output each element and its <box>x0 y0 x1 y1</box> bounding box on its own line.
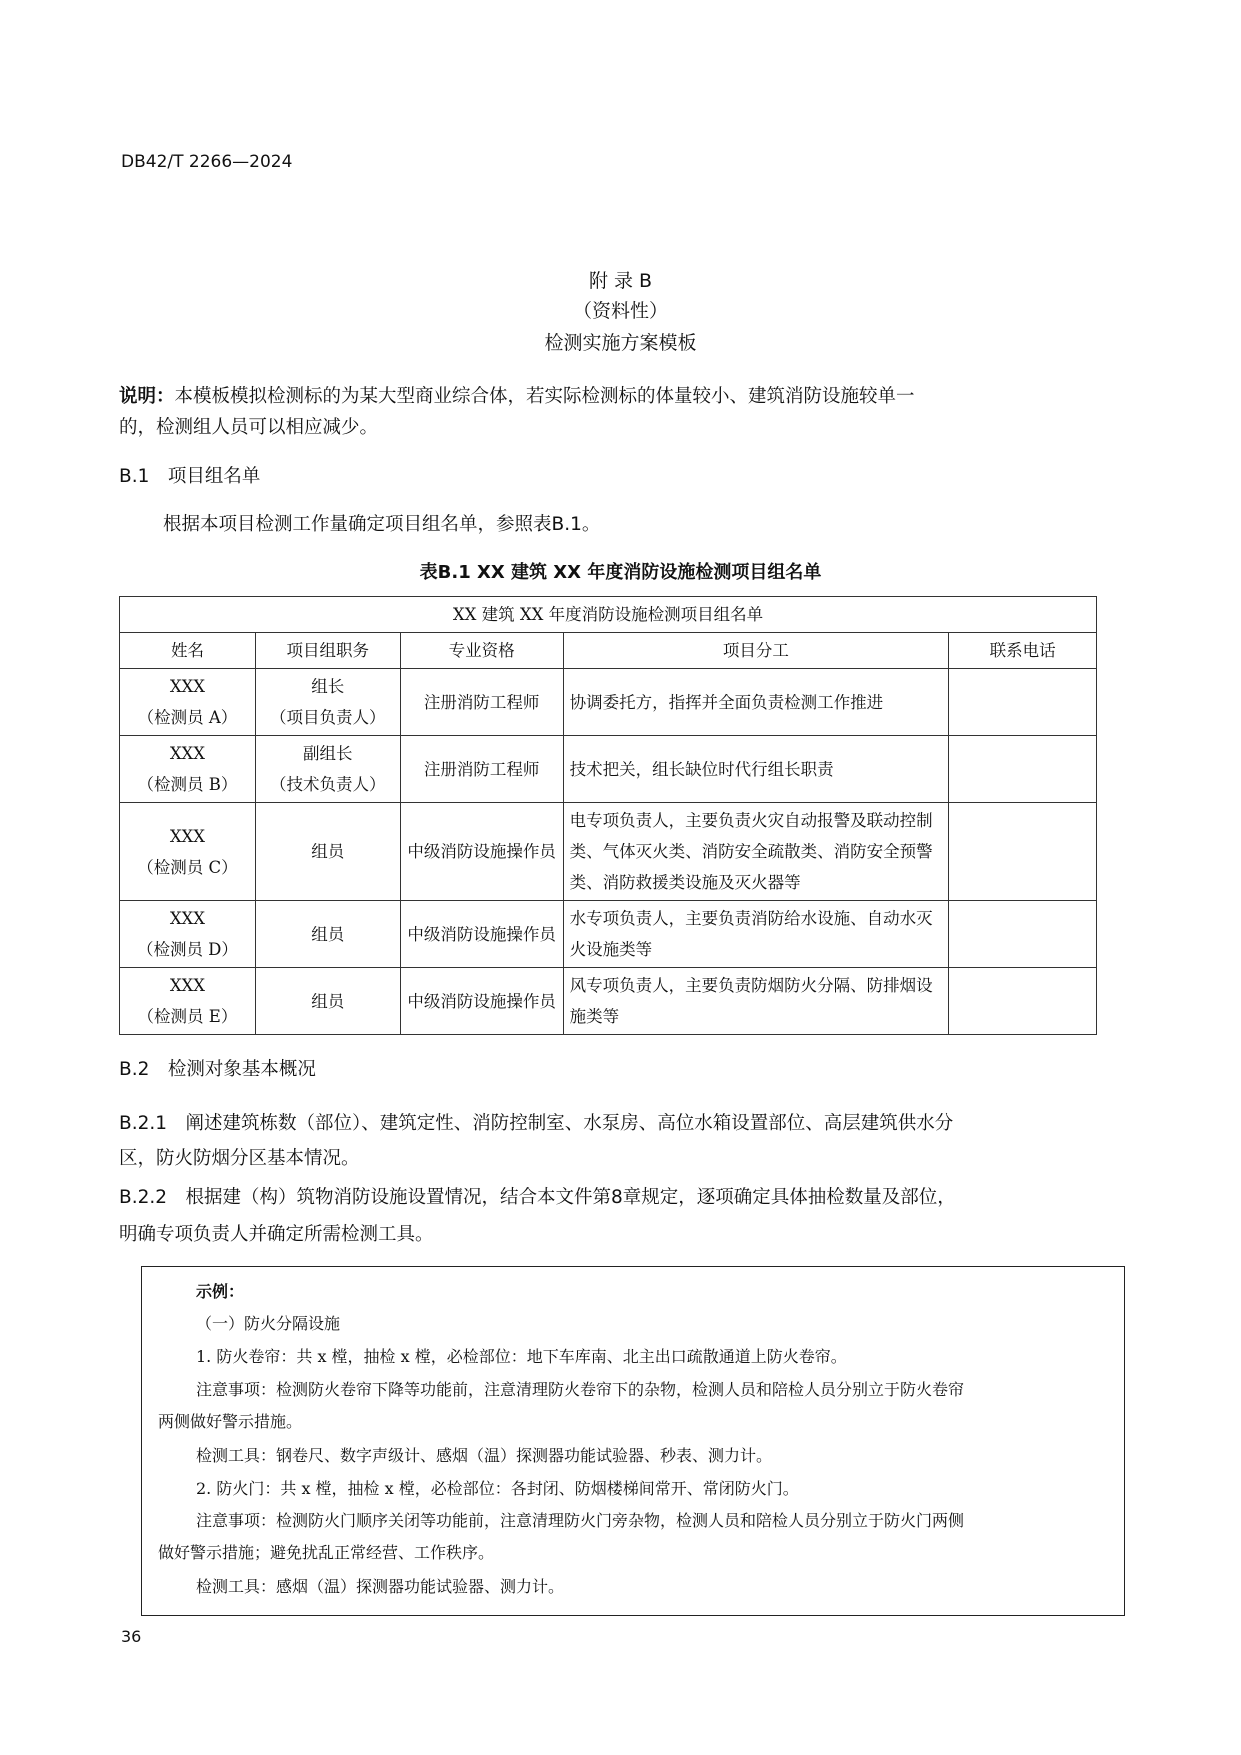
clause-b21-line-2: 区，防火防烟分区基本情况。 <box>119 1148 360 1169</box>
example-box <box>141 1266 1125 1616</box>
member-name: XXX <box>169 976 206 995</box>
member-task: 电专项负责人，主要负责火灾自动报警及联动控制类、气体灭火类、消防安全疏散类、消防安全预警类、消防救援类设施及灭火器等 <box>563 803 949 901</box>
member-role-detail: （技术负责人） <box>270 775 386 794</box>
section-b2-heading: B.2 检测对象基本概况 <box>119 1059 316 1080</box>
table-row <box>120 901 1097 968</box>
member-qualification: 注册消防工程师 <box>400 736 563 803</box>
member-id: （检测员 B） <box>137 775 238 794</box>
note-line-2: 的，检测组人员可以相应减少。 <box>119 417 379 438</box>
page-number: 36 <box>121 1627 142 1646</box>
col-header: 专业资格 <box>400 633 563 669</box>
member-phone <box>949 803 1097 901</box>
col-header: 联系电话 <box>949 633 1097 669</box>
team-table <box>119 596 1097 1035</box>
member-qualification: 中级消防设施操作员 <box>400 803 563 901</box>
clause-b22-line-2: 明确专项负责人并确定所需检测工具。 <box>119 1224 434 1245</box>
appendix-nature: （资料性） <box>572 300 668 322</box>
member-role: 副组长 <box>303 744 353 763</box>
col-header: 项目组职务 <box>255 633 400 669</box>
member-role: 组员 <box>255 968 400 1035</box>
member-id: （检测员 E） <box>137 1007 238 1026</box>
clause-b22-line-1: B.2.2 根据建（构）筑物消防设施设置情况，结合本文件第8章规定，逐项确定具体抽检数量及部位， <box>119 1187 956 1208</box>
member-phone <box>949 968 1097 1035</box>
member-role: 组员 <box>255 901 400 968</box>
member-name: XXX <box>169 826 206 846</box>
example-line: （一）防火分隔设施 <box>196 1314 341 1333</box>
table-row <box>120 803 1097 901</box>
table-row <box>120 669 1097 736</box>
example-line: 两侧做好警示措施。 <box>158 1412 303 1431</box>
table-row <box>120 968 1097 1035</box>
member-role-detail: （项目负责人） <box>270 708 386 727</box>
member-task: 协调委托方，指挥并全面负责检测工作推进 <box>563 669 949 736</box>
note-text: 本模板模拟检测标的为某大型商业综合体，若实际检测标的体量较小、建筑消防设施较单一 <box>174 386 915 407</box>
member-id: （检测员 A） <box>137 708 238 727</box>
example-line: 1. 防火卷帘：共 x 樘，抽检 x 樘，必检部位：地下车库南、北主出口疏散通道上防火卷帘。 <box>196 1347 847 1366</box>
section-b1-paragraph: 根据本项目检测工作量确定项目组名单，参照表B.1。 <box>163 514 601 535</box>
member-name: XXX <box>169 744 206 763</box>
member-phone <box>949 736 1097 803</box>
member-role: 组员 <box>255 803 400 901</box>
member-id: （检测员 D） <box>136 940 238 959</box>
member-phone <box>949 901 1097 968</box>
example-line: 检测工具：钢卷尺、数字声级计、感烟（温）探测器功能试验器、秒表、测力计。 <box>196 1446 773 1465</box>
member-qualification: 注册消防工程师 <box>400 669 563 736</box>
table-caption: 表B.1 XX 建筑 XX 年度消防设施检测项目组名单 <box>419 562 822 583</box>
col-header: 姓名 <box>120 633 256 669</box>
member-task: 水专项负责人，主要负责消防给水设施、自动水灭火设施类等 <box>563 901 949 968</box>
example-line: 注意事项：检测防火门顺序关闭等功能前，注意清理防火门旁杂物，检测人员和陪检人员分别立于防火门两侧 <box>196 1511 965 1530</box>
member-name: XXX <box>169 909 206 928</box>
example-line: 做好警示措施；避免扰乱正常经营、工作秩序。 <box>158 1543 495 1562</box>
appendix-name: 检测实施方案模板 <box>544 332 697 354</box>
member-name: XXX <box>169 677 206 696</box>
member-role: 组长 <box>311 677 345 696</box>
member-qualification: 中级消防设施操作员 <box>400 968 563 1035</box>
example-line: 检测工具：感烟（温）探测器功能试验器、测力计。 <box>196 1577 565 1596</box>
example-label: 示例： <box>196 1282 245 1301</box>
example-line: 注意事项：检测防火卷帘下降等功能前，注意清理防火卷帘下的杂物，检测人员和陪检人员分别立于防火卷帘 <box>196 1380 965 1399</box>
note-line-1 <box>119 382 915 408</box>
member-task: 风专项负责人，主要负责防烟防火分隔、防排烟设施类等 <box>563 968 949 1035</box>
appendix-title: 附 录 B <box>588 270 653 292</box>
table-title: XX 建筑 XX 年度消防设施检测项目组名单 <box>120 597 1097 633</box>
table-row <box>120 736 1097 803</box>
member-qualification: 中级消防设施操作员 <box>400 901 563 968</box>
member-task: 技术把关，组长缺位时代行组长职责 <box>563 736 949 803</box>
document-code: DB42/T 2266—2024 <box>121 152 293 172</box>
note-label: 说明： <box>119 386 175 407</box>
example-line: 2. 防火门：共 x 樘，抽检 x 樘，必检部位：各封闭、防烟楼梯间常开、常闭防火门。 <box>196 1479 799 1498</box>
section-b1-heading: B.1 项目组名单 <box>119 466 261 487</box>
member-id: （检测员 C） <box>137 857 238 877</box>
col-header: 项目分工 <box>563 633 949 669</box>
member-phone <box>949 669 1097 736</box>
clause-b21-line-1: B.2.1 阐述建筑栋数（部位）、建筑定性、消防控制室、水泵房、高位水箱设置部位、高层建筑供水分 <box>119 1113 954 1134</box>
